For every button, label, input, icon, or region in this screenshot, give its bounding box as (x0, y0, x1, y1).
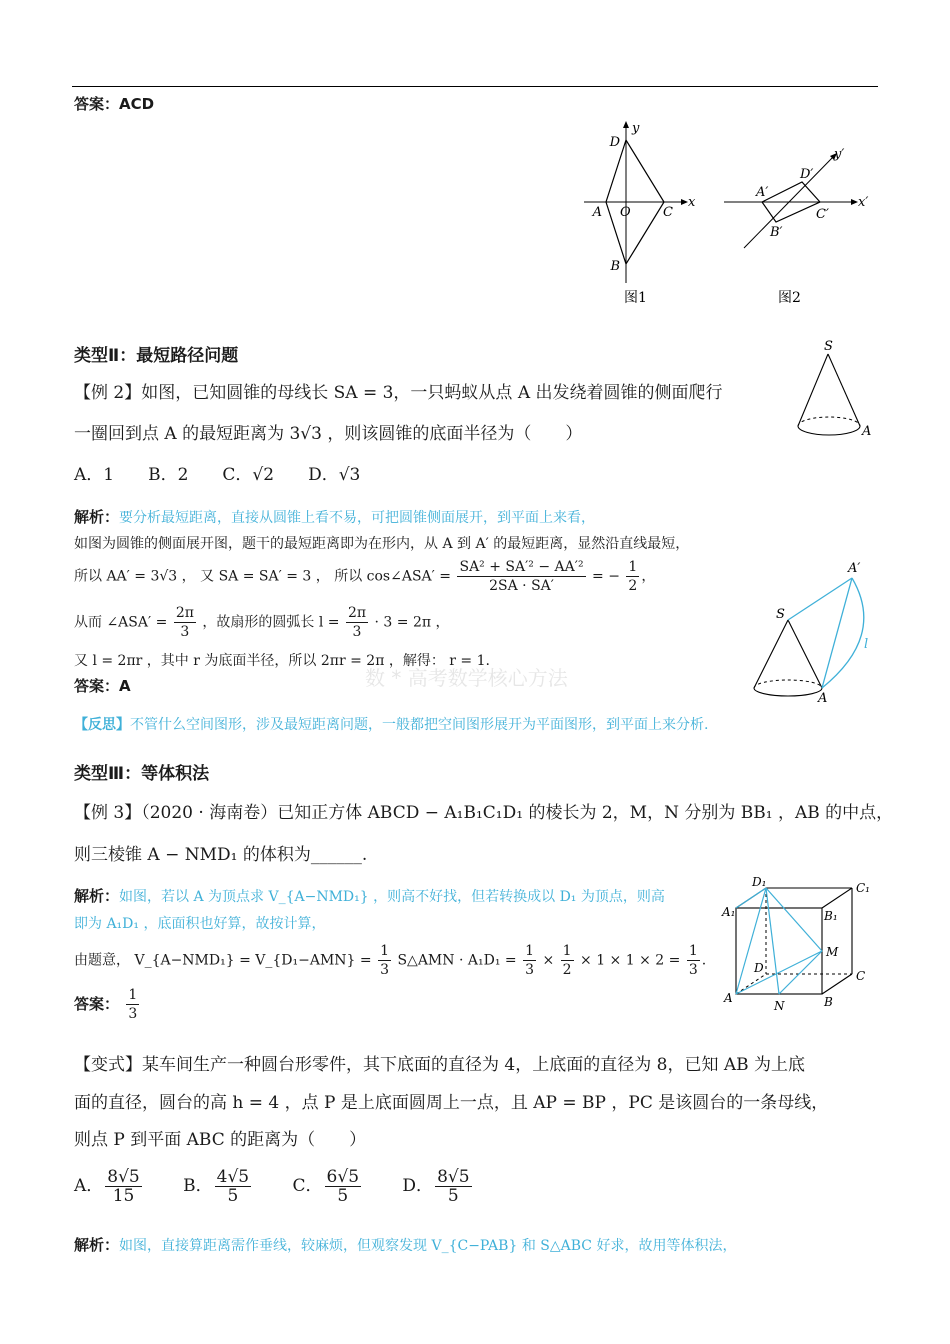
answer-2-label: 答案： (74, 677, 120, 695)
vd-den: 5 (447, 1186, 459, 1206)
label-x: x (688, 195, 696, 210)
va-frac (105, 1168, 141, 1205)
solution-3-hint-1-text: 如图，若以 A 为顶点求 V_{A−NMD₁} ，则高不好找，但若转换成以 D₁ 为顶点，则高 (119, 889, 665, 905)
solution-3-label: 解析： (74, 887, 120, 905)
f2n: 1 (525, 943, 534, 959)
label-y: y (632, 121, 640, 136)
label-A: A (592, 205, 602, 220)
s3-l1e: × 1 × 1 × 2 = (580, 952, 681, 969)
frac-1 (378, 942, 391, 979)
cube-C: C (856, 969, 866, 983)
vc-frac (325, 1168, 361, 1205)
frac-4 (687, 942, 700, 979)
label-xp: x′ (858, 195, 869, 210)
answer-3-fraction (126, 986, 139, 1023)
cube-B1: B₁ (824, 909, 838, 923)
example-3-tag: 【例 3】 (74, 803, 142, 823)
arc-num: 2π (347, 605, 367, 621)
vb-num: 4√5 (216, 1167, 250, 1187)
s2-l2a: 所以 AA′ = 3√3 ， 又 SA = SA′ = 3 ， 所以 cos∠ASA′ = (74, 568, 452, 585)
vd-frac (435, 1168, 471, 1205)
label-C: C (663, 205, 673, 220)
option-a: A．1 (74, 465, 115, 485)
va-letter: A． (74, 1176, 104, 1196)
cube-C1: C₁ (856, 881, 870, 895)
vc-den: 5 (337, 1186, 349, 1206)
variant-text-1: 某车间生产一种圆台形零件，其下底面的直径为 4，上底面的直径为 8，已知 AB 为上底 (142, 1055, 806, 1075)
cone-unfolded-figure (746, 556, 876, 708)
cube-A1: A₁ (722, 905, 736, 919)
angle-fraction (174, 604, 196, 641)
example-2-tag: 【例 2】 (74, 383, 142, 403)
vc-num: 6√5 (326, 1167, 360, 1187)
solution-2-line-3 (74, 604, 450, 641)
half-num: 1 (628, 559, 638, 575)
reflection-text: 不管什么空间图形，涉及最短距离问题，一般都把空间图形展开为平面图形，到平面上来分析. (130, 717, 709, 733)
label-Ap: A′ (756, 185, 769, 200)
s2-l3b: ，故扇形的圆弧长 l = (202, 614, 340, 631)
answer-3-label: 答案： (74, 995, 120, 1013)
cos-fraction (457, 558, 585, 595)
variant-line-1 (74, 1053, 805, 1077)
s3-l1f: . (701, 952, 707, 969)
cone-A: A (862, 424, 872, 439)
cube-A: A (724, 991, 733, 1005)
solution-4-hint-text: 如图，直接算距离需作垂线，较麻烦，但观察发现 V_{C−PAB} 和 S△ABC 好求，故用等体积法， (119, 1238, 737, 1254)
label-D: D (609, 135, 620, 150)
s3-l1c: S△AMN · A₁D₁ = (397, 952, 517, 969)
f2d: 3 (525, 962, 534, 978)
solution-2-line-1: 如图为圆锥的侧面展开图，题干的最短距离即为在形内，从 A 到 A′ 的最短距离，显然沿直线最短， (74, 536, 690, 552)
cos-den: 2SA · SA′ (489, 578, 554, 594)
f1d: 3 (380, 962, 390, 978)
cone-figure (788, 338, 878, 448)
f3n: 1 (562, 943, 572, 959)
example-2-text-1: 如图，已知圆锥的母线长 SA = 3，一只蚂蚁从点 A 出发绕着圆锥的侧面爬行 (141, 383, 723, 403)
example-2-line-1 (74, 381, 723, 405)
fig1-caption: 图1 (624, 290, 647, 306)
variant-option-b (183, 1168, 253, 1205)
cube-N: N (774, 999, 785, 1013)
reflection-tag: 【反思】 (74, 717, 130, 733)
vb-frac (215, 1168, 251, 1205)
va-den: 15 (112, 1186, 135, 1206)
example-3-text-1: （2020 · 海南卷）已知正方体 ABCD − A₁B₁C₁D₁ 的棱长为 2，M，N 分别为 BB₁ ，AB 的中点， (141, 803, 894, 823)
cube-D1: D₁ (752, 875, 767, 889)
vb-den: 5 (227, 1186, 239, 1206)
solution-label: 解析： (74, 508, 120, 526)
variant-tag: 【变式】 (74, 1055, 142, 1075)
variant-line-2: 面的直径，圆台的高 h = 4 ，点 P 是上底面圆周上一点，且 AP = BP ，PC 是该圆台的一条母线， (74, 1093, 829, 1113)
frac-3 (561, 942, 574, 979)
option-b: B．2 (148, 465, 189, 485)
answer-3 (74, 986, 141, 1023)
watermark: 数 * 高考数学核心方法 (365, 666, 568, 690)
frac-2 (523, 942, 536, 979)
answer-2 (74, 674, 131, 698)
example-3-line-2: 则三棱锥 A − NMD₁ 的体积为______. (74, 845, 368, 865)
example-2-options (74, 463, 394, 487)
solution-3-hint-2: 即为 A₁D₁ ，底面积也好算，故按计算， (74, 916, 326, 932)
answer-value: ACD (119, 95, 155, 113)
s2-l2c: ， (641, 568, 656, 585)
cube-B: B (824, 995, 833, 1009)
vb-letter: B． (183, 1176, 213, 1196)
solution-3-calc (74, 942, 706, 979)
cube-D: D (754, 961, 764, 975)
half-fraction (626, 558, 639, 595)
variant-options (74, 1168, 508, 1205)
vd-letter: D． (402, 1176, 434, 1196)
label-Cp: C′ (816, 207, 829, 222)
section-3-title: 类型Ⅲ：等体积法 (74, 764, 210, 784)
reflection (74, 713, 708, 737)
solution-2-hint (74, 505, 595, 530)
s2-l3a: 从而 ∠ASA′ = (74, 614, 168, 631)
answer-1 (74, 92, 154, 116)
answer-3-num: 1 (128, 987, 138, 1003)
angle-num: 2π (175, 605, 194, 621)
example-2-line-2: 一圈回到点 A 的最短距离为 3√3 ，则该圆锥的底面半径为（ ） (74, 424, 583, 444)
variant-option-c (293, 1168, 363, 1205)
top-rule (72, 86, 878, 87)
unfold-A: A (818, 691, 828, 706)
f1n: 1 (380, 943, 390, 959)
solution-4-label: 解析： (74, 1236, 120, 1254)
option-d: D．√3 (308, 465, 361, 485)
solution-2-line-4: 又 l = 2πr ，其中 r 为底面半径，所以 2πr = 2π ，解得： r = 1. (74, 653, 490, 669)
s3-l1d: × (542, 952, 555, 969)
unfold-l: l (864, 637, 869, 652)
unfold-S: S (776, 607, 785, 622)
variant-option-d (402, 1168, 473, 1205)
label-Dp: D′ (800, 167, 814, 182)
vc-letter: C． (292, 1176, 323, 1196)
cos-num: SA² + SA′² − AA′² (459, 559, 584, 575)
s2-l3c: · 3 = 2π ， (374, 614, 450, 631)
solution-4-hint (74, 1233, 736, 1258)
solution-2-line-2 (74, 558, 655, 595)
s2-l2b: = − (592, 568, 620, 585)
vd-num: 8√5 (437, 1167, 470, 1187)
unfold-Ap: A′ (848, 561, 861, 576)
cube-M: M (826, 945, 839, 959)
label-O: O (620, 205, 631, 220)
option-c: C．√2 (222, 465, 275, 485)
s3-l1b: V_{A−NMD₁} = V_{D₁−AMN} = (134, 952, 372, 969)
answer-label: 答案： (74, 95, 120, 113)
angle-den: 3 (180, 624, 190, 640)
fig2-caption: 图2 (778, 290, 801, 306)
s3-l1a: 由题意， (74, 952, 130, 969)
answer-2-value: A (119, 677, 131, 695)
label-yp: y′ (834, 147, 845, 162)
f3d: 2 (562, 962, 572, 978)
section-2-title: 类型Ⅱ：最短路径问题 (74, 346, 239, 366)
label-B: B (610, 259, 620, 274)
variant-line-3: 则点 P 到平面 ABC 的距离为（ ） (74, 1130, 367, 1150)
arc-fraction (346, 604, 368, 641)
cube-figure (718, 868, 878, 1018)
figure-1-rhombus (576, 118, 706, 313)
solution-3-hint-1 (74, 884, 665, 909)
label-Bp: B′ (770, 225, 783, 240)
solution-2-hint-text: 要分析最短距离，直接从圆锥上看不易，可把圆锥侧面展开，到平面上来看， (119, 510, 596, 526)
figure-2-oblique (716, 140, 876, 315)
f4n: 1 (688, 943, 698, 959)
variant-option-a (74, 1168, 144, 1205)
example-3-line-1 (74, 801, 893, 825)
va-num: 8√5 (107, 1167, 140, 1187)
answer-3-den: 3 (128, 1006, 138, 1022)
f4d: 3 (688, 962, 698, 978)
arc-den: 3 (352, 624, 362, 640)
cone-S: S (824, 339, 833, 354)
half-den: 2 (628, 578, 638, 594)
